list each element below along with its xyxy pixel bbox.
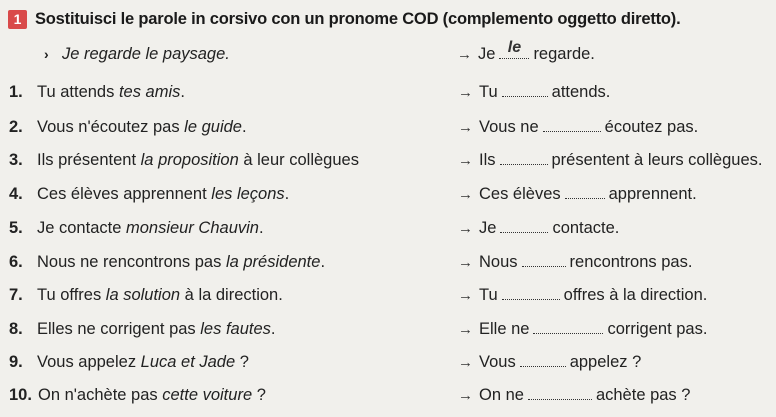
- arrow-right-icon: →: [458, 321, 473, 338]
- item-number: 7.: [9, 286, 23, 304]
- example-sentence: [62, 42, 230, 66]
- exercise-item: [0, 216, 776, 240]
- item-answer-after: corrigent pas.: [607, 320, 708, 338]
- item-sentence-before: Ces élèves apprennent: [37, 185, 212, 203]
- item-answer-blank[interactable]: [502, 285, 560, 300]
- item-answer: [458, 383, 690, 408]
- item-sentence: [37, 283, 283, 307]
- item-answer-after: apprennent.: [608, 185, 697, 203]
- item-sentence-italic: le guide: [184, 118, 242, 136]
- item-answer-after: contacte.: [552, 219, 620, 237]
- item-answer-blank[interactable]: [502, 82, 548, 97]
- item-sentence-italic: les fautes: [200, 320, 271, 338]
- item-answer-before: Vous: [479, 353, 516, 371]
- arrow-right-icon: →: [458, 119, 473, 136]
- arrow-right-icon: →: [458, 354, 473, 371]
- item-sentence-before: Vous n'écoutez pas: [37, 118, 185, 136]
- exercise-item: [0, 383, 776, 407]
- arrow-right-icon: →: [458, 152, 473, 169]
- item-sentence: [37, 216, 264, 240]
- arrow-right-icon: →: [458, 254, 473, 271]
- item-number: 3.: [9, 151, 23, 169]
- item-sentence-before: Ils présentent: [37, 151, 141, 169]
- item-sentence: [37, 317, 275, 341]
- item-number: 1.: [9, 83, 23, 101]
- item-answer-after: offres à la direction.: [563, 286, 708, 304]
- item-number: 6.: [9, 253, 23, 271]
- item-answer-before: Vous ne: [479, 118, 539, 136]
- item-answer: [458, 182, 697, 207]
- item-answer-after: achète pas ?: [595, 386, 691, 404]
- item-sentence: [38, 383, 266, 407]
- item-sentence-italic: la présidente: [225, 253, 321, 271]
- arrow-right-icon: →: [458, 220, 473, 237]
- item-answer-blank[interactable]: [528, 385, 592, 400]
- arrow-right-icon: →: [458, 287, 473, 304]
- exercise-item: [0, 350, 776, 374]
- item-answer-blank[interactable]: [565, 184, 605, 199]
- item-sentence-before: Vous appelez: [37, 353, 141, 371]
- item-answer-after: rencontrons pas.: [569, 253, 693, 271]
- exercise-item: [0, 80, 776, 104]
- item-sentence-after: .: [180, 83, 185, 101]
- item-answer: [458, 317, 707, 342]
- item-answer: [458, 148, 762, 173]
- item-number: 2.: [9, 118, 23, 136]
- item-number: 4.: [9, 185, 23, 203]
- example-answer-before: Je: [478, 45, 496, 63]
- item-sentence-italic: monsieur Chauvin: [125, 219, 259, 237]
- item-sentence-before: Nous ne rencontrons pas: [37, 253, 226, 271]
- exercise-item: [0, 148, 776, 172]
- item-answer-blank[interactable]: [543, 117, 601, 132]
- item-answer-blank[interactable]: [522, 252, 566, 267]
- item-sentence-italic: la proposition: [140, 151, 239, 169]
- item-sentence-italic: Luca et Jade: [140, 353, 236, 371]
- item-sentence-after: .: [320, 253, 326, 271]
- item-answer-before: Tu: [479, 286, 498, 304]
- arrow-right-icon: →: [458, 84, 473, 101]
- arrow-right-icon: →: [458, 387, 473, 404]
- item-sentence-before: On n'achète pas: [38, 386, 163, 404]
- item-sentence-italic: les leçons: [211, 185, 285, 203]
- item-answer-after: attends.: [551, 83, 611, 101]
- item-answer-after: écoutez pas.: [604, 118, 699, 136]
- item-answer-after: appelez ?: [569, 353, 642, 371]
- item-sentence-before: Elles ne corrigent pas: [37, 320, 201, 338]
- item-sentence-before: Tu attends: [37, 83, 119, 101]
- item-answer: [458, 350, 641, 375]
- item-answer-before: Elle ne: [479, 320, 530, 338]
- item-answer: [458, 80, 610, 105]
- example-answer-after: regarde.: [533, 45, 595, 63]
- item-sentence: [37, 350, 249, 374]
- arrow-right-icon: →: [458, 186, 473, 203]
- item-sentence-after: à leur collègues: [238, 151, 359, 169]
- item-number: 5.: [9, 219, 23, 237]
- item-answer-before: Ils: [479, 151, 496, 169]
- exercise-instruction: Sostituisci le parole in corsivo con un pronome COD (complemento oggetto diretto).: [35, 9, 681, 28]
- item-sentence-italic: cette voiture: [162, 386, 253, 404]
- item-answer-blank[interactable]: [500, 218, 548, 233]
- item-sentence-after: .: [258, 219, 264, 237]
- item-answer-before: On ne: [479, 386, 524, 404]
- item-answer: [458, 250, 692, 275]
- item-sentence-before: Tu offres: [37, 286, 106, 304]
- example-sentence-text: Je regarde le paysage.: [62, 45, 230, 63]
- exercise-item: [0, 317, 776, 341]
- example-answer-filled: le: [507, 39, 522, 56]
- item-sentence-after: ?: [235, 353, 249, 371]
- exercise-header: [8, 6, 768, 32]
- exercise-item: [0, 115, 776, 139]
- item-sentence-italic: tes amis: [118, 83, 181, 101]
- example-row: [0, 39, 776, 66]
- item-sentence: [37, 80, 185, 104]
- item-answer-after: présentent à leurs collègues.: [551, 151, 763, 169]
- example-answer: [457, 39, 595, 67]
- item-sentence: [37, 115, 247, 139]
- item-number: 9.: [9, 353, 23, 371]
- item-sentence: [37, 182, 289, 206]
- exercise-item: [0, 182, 776, 206]
- item-sentence-after: à la direction.: [180, 286, 283, 304]
- item-answer: [458, 216, 619, 241]
- item-sentence-after: .: [270, 320, 276, 338]
- item-number: 10.: [9, 386, 32, 404]
- exercise-item: [0, 250, 776, 274]
- item-answer-before: Tu: [479, 83, 498, 101]
- item-sentence-after: .: [241, 118, 247, 136]
- arrow-right-icon: →: [457, 46, 472, 63]
- item-answer: [458, 115, 698, 140]
- item-number: 8.: [9, 320, 23, 338]
- item-answer-before: Je: [479, 219, 497, 237]
- item-sentence-after: ?: [252, 386, 266, 404]
- item-sentence: [37, 250, 325, 274]
- example-answer-blank: [499, 39, 529, 59]
- item-answer-before: Nous: [479, 253, 518, 271]
- example-marker: ›: [44, 46, 49, 62]
- item-answer-before: Ces élèves: [479, 185, 561, 203]
- item-sentence: [37, 148, 359, 172]
- item-sentence-before: Je contacte: [37, 219, 126, 237]
- item-answer-blank[interactable]: [533, 319, 603, 334]
- item-sentence-italic: la solution: [105, 286, 181, 304]
- item-answer-blank[interactable]: [500, 150, 548, 165]
- item-answer: [458, 283, 707, 308]
- item-sentence-after: .: [284, 185, 290, 203]
- item-answer-blank[interactable]: [520, 352, 566, 367]
- exercise-item: [0, 283, 776, 307]
- exercise-number-badge: 1: [8, 10, 27, 29]
